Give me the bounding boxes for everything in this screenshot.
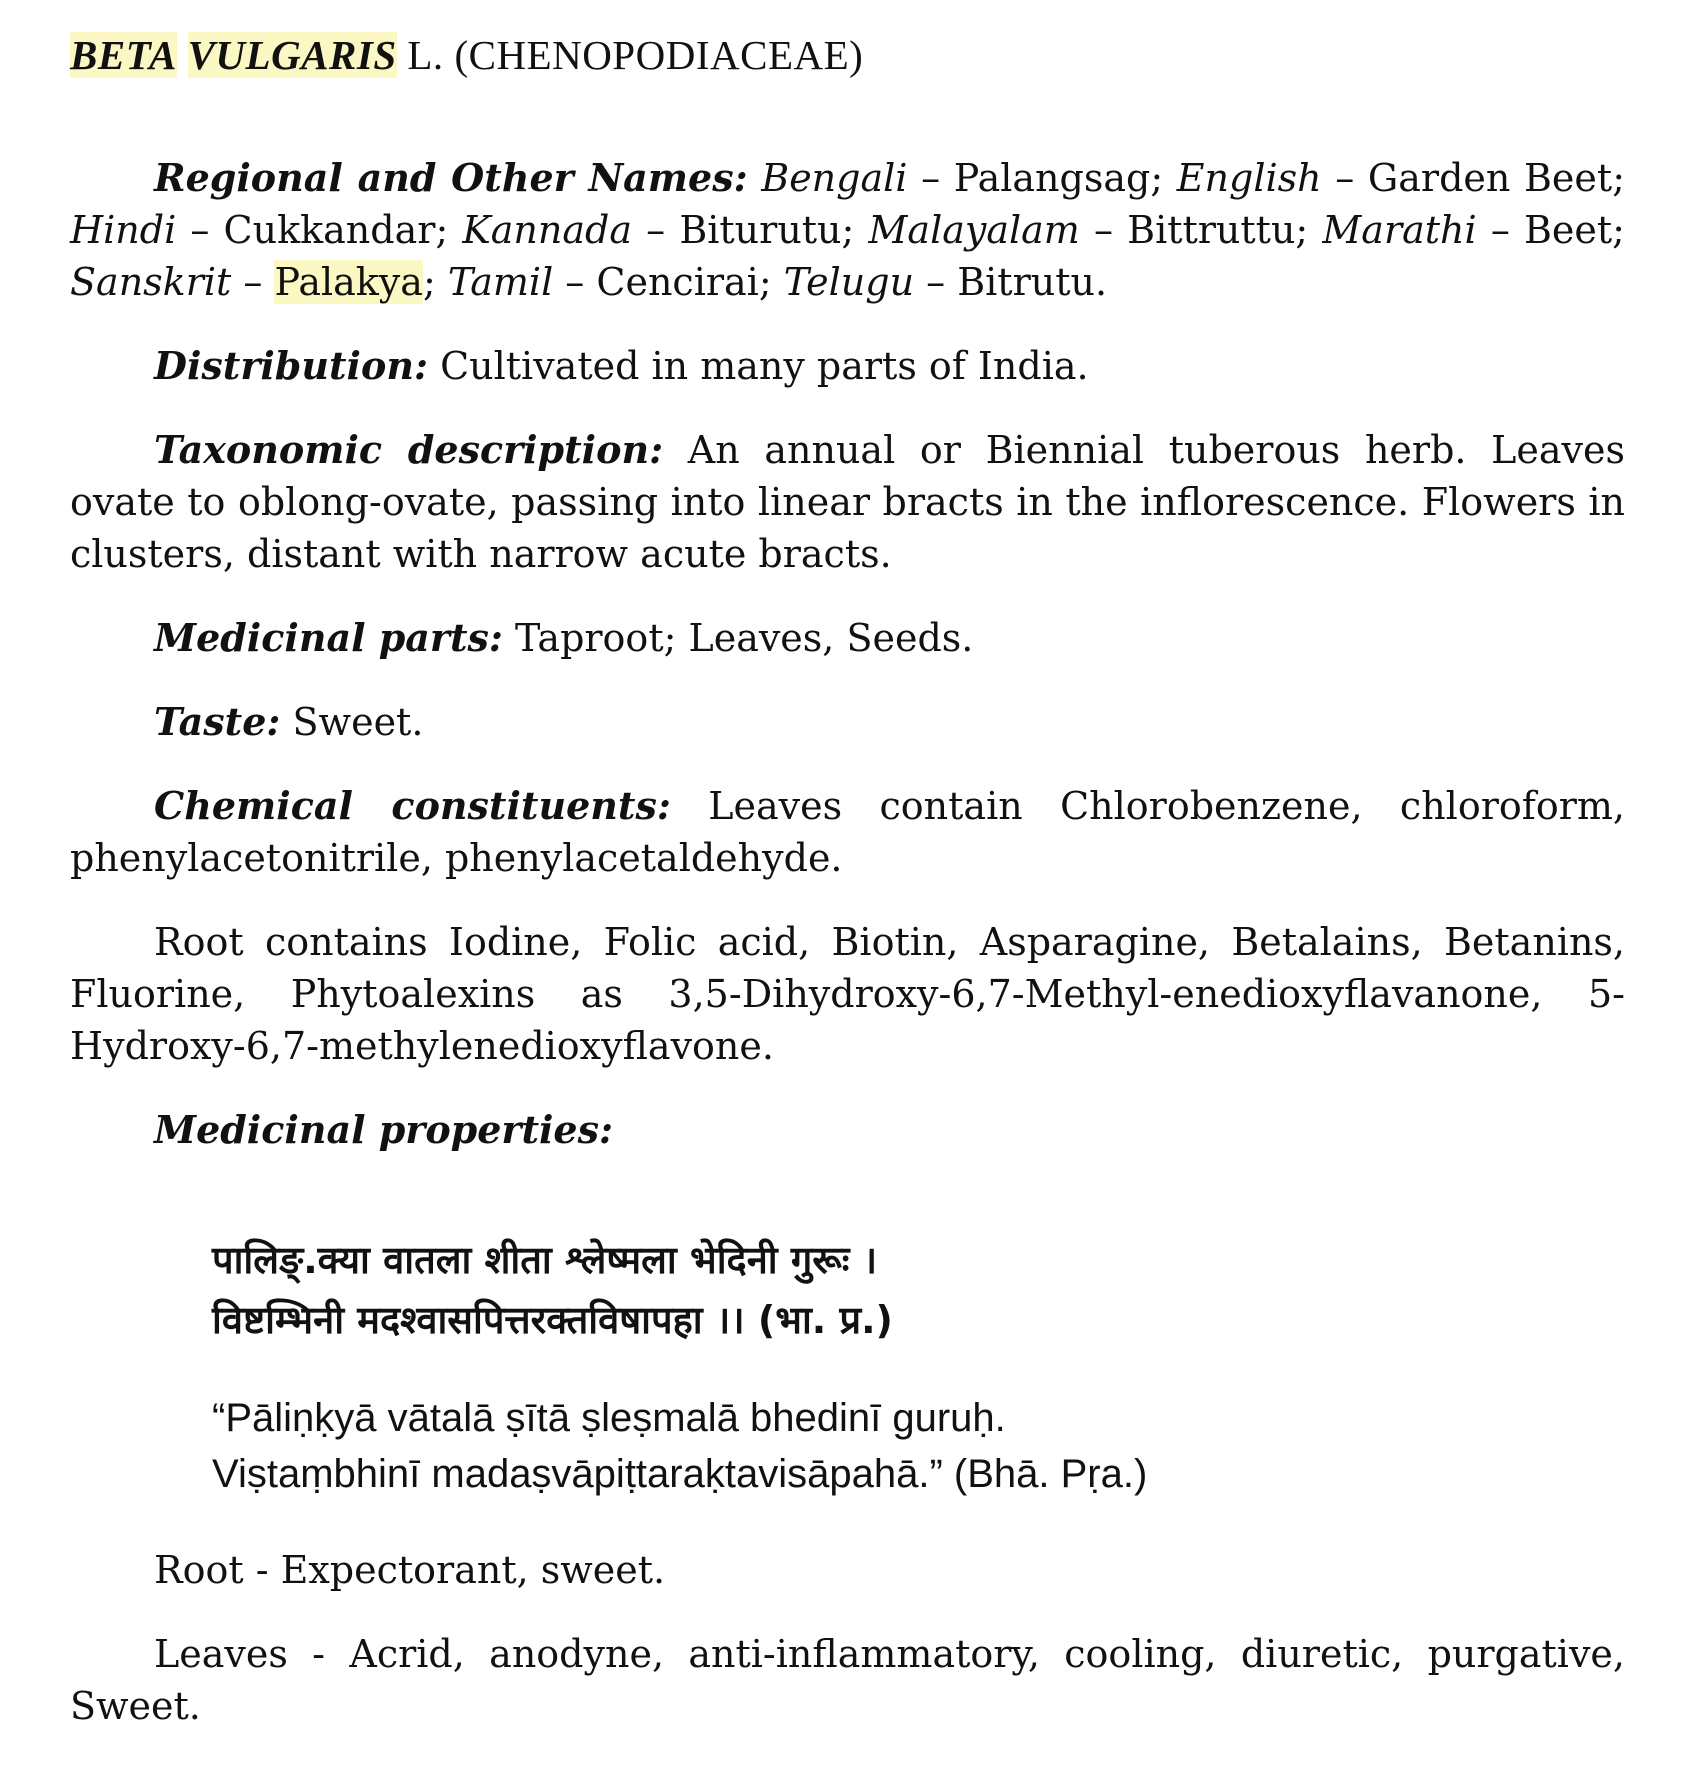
regional-names-paragraph [70, 152, 1625, 308]
regional-names-list: Bengali – Palangsag; English – Garden Beet; Hindi – Cukkandar; Kannada – Biturutu; Malayalam – Bittruttu; Marathi – Beet; Sanskrit – Palakya; Tamil – Cencirai; Telugu – Bitrutu. [70, 156, 1625, 304]
language-name: Sanskrit [70, 260, 232, 304]
root-properties-paragraph: Root - Expectorant, sweet. [154, 1548, 666, 1592]
taste-paragraph [70, 696, 1625, 748]
distribution-text: Cultivated in many parts of India. [440, 344, 1089, 388]
chemical-text: Leaves contain Chlorobenzene, chloroform, phenylacetonitrile, phenylacetaldehyde. [70, 784, 1625, 880]
medicinal-properties-label: Medicinal properties: [154, 1107, 614, 1152]
taxonomic-label: Taxonomic description: [154, 427, 664, 472]
genus-name: BETA [70, 32, 177, 78]
language-name: Bengali [761, 156, 908, 200]
taxonomic-paragraph [70, 424, 1625, 580]
language-name: Marathi [1322, 208, 1477, 252]
medicinal-parts-text: Taproot; Leaves, Seeds. [515, 616, 974, 660]
transliteration-line: “Pāliṇḳyā vātalā ṣītā ṣleṣmalā bhedinī guruḥ. [212, 1396, 1006, 1440]
regional-name: Beet [1523, 208, 1613, 252]
language-name: Malayalam [868, 208, 1080, 252]
author-abbrev: L. [407, 32, 444, 78]
medicinal-parts-label: Medicinal parts: [154, 615, 503, 660]
regional-name: Garden Beet [1367, 156, 1613, 200]
regional-name: Bitrutu [957, 260, 1095, 304]
plant-title [70, 28, 1625, 82]
chemical-paragraph [70, 780, 1625, 884]
document-page [70, 28, 1625, 1764]
regional-name: Cukkandar [223, 208, 436, 252]
language-name: Tamil [447, 260, 554, 304]
distribution-label: Distribution: [154, 343, 428, 388]
regional-name: Bittruttu [1127, 208, 1296, 252]
root-constituents-paragraph: Root contains Iodine, Folic acid, Biotin, Asparagine, Betalains, Betanins, Fluorine, Phytoalexins as 3,5-Dihydroxy-6,7-Methyl-enedioxyflavanone, 5-Hydroxy-6,7-methylenedioxyflavone. [70, 920, 1625, 1068]
sanskrit-line: विष्टम्भिनी मदश्वासपित्तरक्तविषापहा ।। (भा. प्र.) [212, 1298, 893, 1342]
transliteration-line: Viṣtaṃbhinī madaṣvāpiṭtaraḳtavisāpahā.” (Bhā. Pṛa.) [212, 1452, 1148, 1496]
family-name: (CHENOPODIACEAE) [454, 32, 864, 78]
taste-label: Taste: [154, 699, 281, 744]
medicinal-properties-paragraph [70, 1104, 1625, 1156]
regional-name: Palakya [274, 260, 423, 304]
regional-name: Biturutu [679, 208, 842, 252]
regional-name: Cencirai [596, 260, 759, 304]
transliterated-verse [212, 1390, 1625, 1502]
regional-names-label: Regional and Other Names: [154, 155, 748, 200]
language-name: English [1176, 156, 1322, 200]
medicinal-parts-paragraph [70, 612, 1625, 664]
leaves-properties-paragraph: Leaves - Acrid, anodyne, anti-inflammatory, cooling, diuretic, purgative, Sweet. [70, 1632, 1625, 1728]
sanskrit-line: पालिङ्.क्या वातला शीता श्लेष्मला भेदिनी गुरूः । [212, 1238, 878, 1282]
regional-name: Palangsag [953, 156, 1151, 200]
language-name: Telugu [783, 260, 915, 304]
taste-text: Sweet. [292, 700, 424, 744]
species-name: VULGARIS [187, 32, 397, 78]
taxonomic-text: An annual or Biennial tuberous herb. Leaves ovate to oblong-ovate, passing into linear bracts in the inflorescence. Flowers in clusters, distant with narrow acute bracts. [70, 428, 1625, 576]
sanskrit-verse [212, 1230, 1625, 1350]
language-name: Hindi [70, 208, 177, 252]
chemical-label: Chemical constituents: [154, 783, 671, 828]
language-name: Kannada [462, 208, 633, 252]
distribution-paragraph [70, 340, 1625, 392]
